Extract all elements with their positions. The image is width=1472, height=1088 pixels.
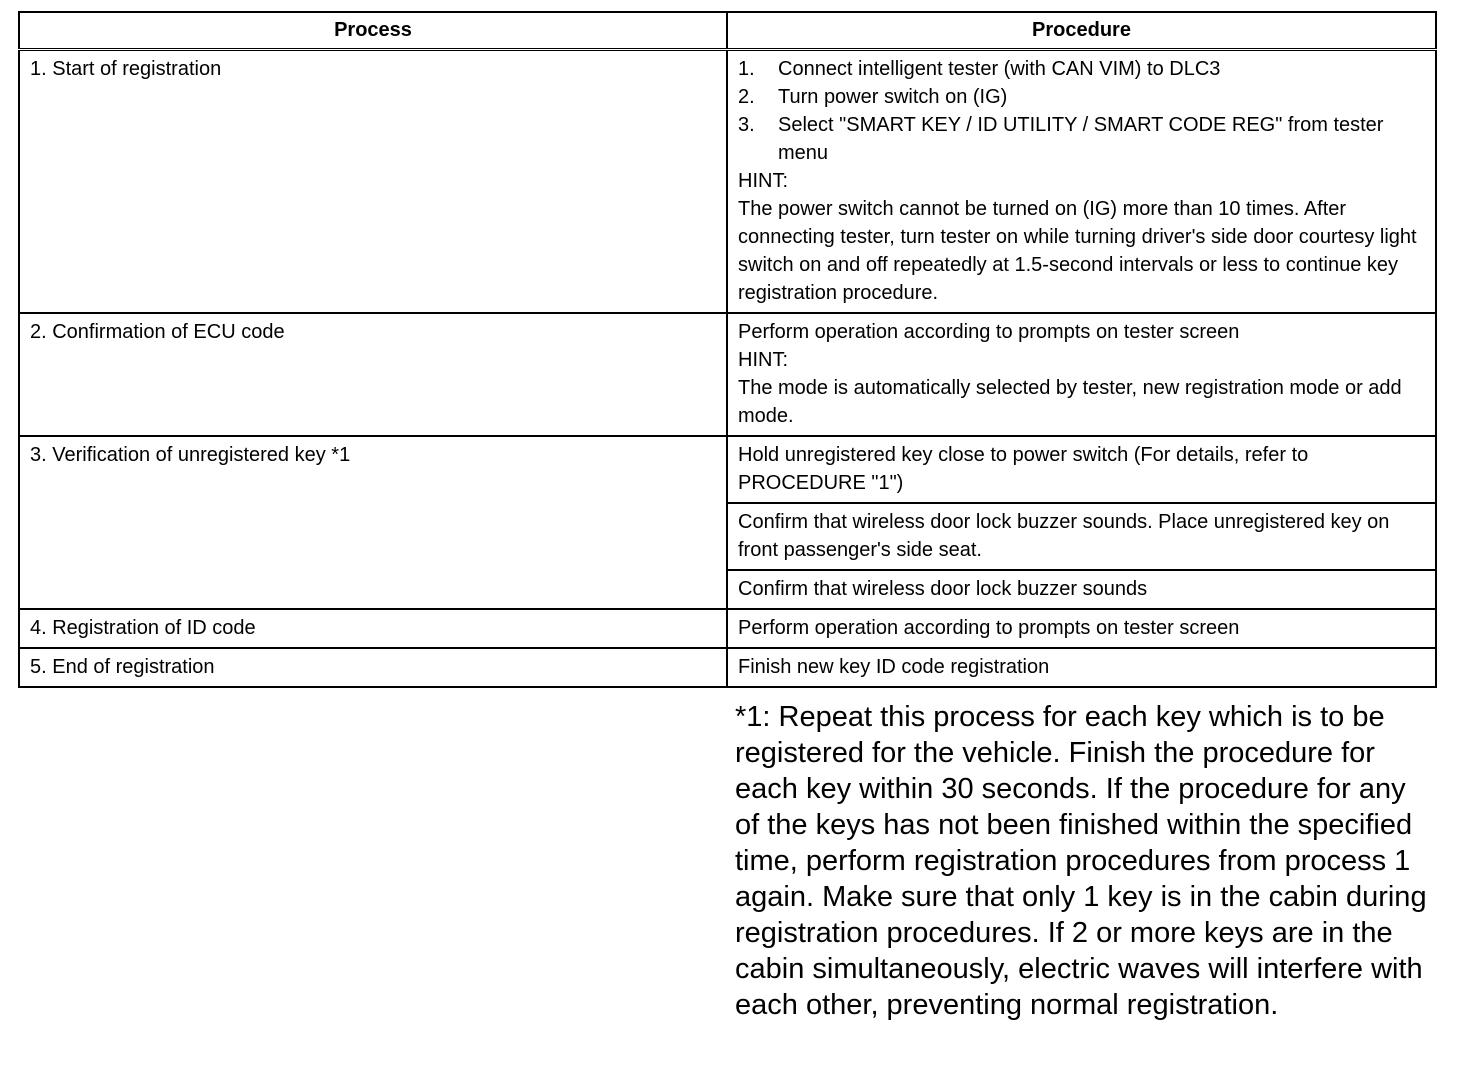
procedure-text: Perform operation according to prompts on tester screen <box>738 321 1240 343</box>
procedure-cell-confirm-buzzer-place-key: Confirm that wireless door lock buzzer sounds. Place unregistered key on front passenger's side seat. <box>727 503 1436 570</box>
header-procedure: Procedure <box>727 12 1436 50</box>
process-cell-verification-of-unregistered-key: 3. Verification of unregistered key *1 <box>19 436 727 609</box>
procedure-steps-list <box>738 55 1425 167</box>
list-item <box>738 55 1425 83</box>
header-process: Process <box>19 12 727 50</box>
list-item <box>738 111 1425 167</box>
registration-procedure-table <box>18 11 1437 688</box>
procedure-cell-confirm-buzzer: Confirm that wireless door lock buzzer sounds <box>727 570 1436 609</box>
procedure-cell-end-of-registration: Finish new key ID code registration <box>727 648 1436 687</box>
hint-label: HINT: <box>738 349 788 371</box>
list-item <box>738 83 1425 111</box>
process-cell-registration-of-id-code: 4. Registration of ID code <box>19 609 727 648</box>
procedure-cell-registration-of-id-code: Perform operation according to prompts on tester screen <box>727 609 1436 648</box>
table-row <box>19 313 1436 436</box>
step-text: Turn power switch on (IG) <box>778 86 1008 108</box>
step-number: 2. <box>738 86 755 108</box>
step-text: Select "SMART KEY / ID UTILITY / SMART CODE REG" from tester menu <box>778 114 1384 164</box>
process-cell-end-of-registration: 5. End of registration <box>19 648 727 687</box>
table-row <box>19 609 1436 648</box>
table-row <box>19 50 1436 314</box>
hint-label: HINT: <box>738 170 788 192</box>
step-text: Connect intelligent tester (with CAN VIM) to DLC3 <box>778 58 1221 80</box>
procedure-cell-confirmation-of-ecu-code <box>727 313 1436 436</box>
table-row <box>19 648 1436 687</box>
procedure-cell-start-of-registration <box>727 50 1436 314</box>
step-number: 3. <box>738 114 755 136</box>
process-cell-start-of-registration: 1. Start of registration <box>19 50 727 314</box>
hint-text: The power switch cannot be turned on (IG) more than 10 times. After connecting tester, turn tester on while turning driver's side door courtesy light switch on and off repeatedly at 1.5-second intervals or less to continue key registration procedure. <box>738 198 1417 304</box>
step-number: 1. <box>738 58 755 80</box>
hint-text: The mode is automatically selected by tester, new registration mode or add mode. <box>738 377 1402 427</box>
process-cell-confirmation-of-ecu-code: 2. Confirmation of ECU code <box>19 313 727 436</box>
procedure-cell-hold-key: Hold unregistered key close to power switch (For details, refer to PROCEDURE "1") <box>727 436 1436 503</box>
table-row <box>19 436 1436 503</box>
footnote: *1: Repeat this process for each key which is to be registered for the vehicle. Finish the procedure for each key within 30 seconds. If the procedure for any of the keys has not been finished within the specified time, perform registration procedures from process 1 again. Make sure that only 1 key is in the cabin during registration procedures. If 2 or more keys are in the cabin simultaneously, electric waves will interfere with each other, preventing normal registration. <box>735 701 1427 1021</box>
table-header-row <box>19 12 1436 50</box>
